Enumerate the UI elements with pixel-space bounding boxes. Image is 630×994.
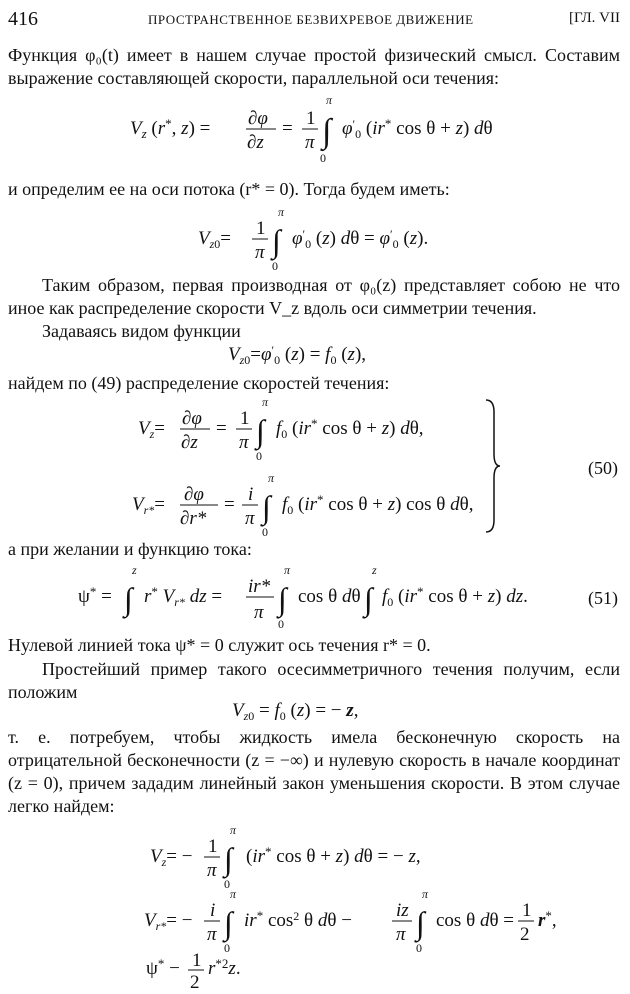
svg-text:=: = bbox=[216, 418, 227, 439]
svg-text:=: = bbox=[282, 118, 293, 139]
svg-text:∫: ∫ bbox=[124, 581, 133, 617]
page-number: 416 bbox=[8, 8, 38, 30]
paragraph-7: Нулевой линией тока ψ* = 0 служит ось течения r* = 0. bbox=[8, 635, 431, 655]
equation-3 bbox=[228, 338, 428, 370]
svg-text:∂φ: ∂φ bbox=[182, 408, 202, 429]
svg-text:(ir* cos θ + z) dθ = − z,: (ir* cos θ + z) dθ = − z, bbox=[246, 844, 421, 867]
paragraph-8: Простейший пример такого осесимметричного течения получим, если положим bbox=[8, 659, 620, 702]
svg-text:Vr*=: $V_{r*}=$ bbox=[132, 494, 165, 517]
svg-text:π: π bbox=[278, 205, 285, 219]
paragraph-3: Таким образом, первая производная от φ₀(z) представляет собою не что иное как распределение скорости V_z вдоль оси симметрии течения. bbox=[8, 275, 620, 318]
svg-text:∂z: ∂z bbox=[181, 432, 198, 453]
paragraph-4: Задаваясь видом функции bbox=[42, 321, 241, 341]
equation-7 bbox=[232, 694, 432, 726]
svg-text:π: π bbox=[230, 887, 237, 901]
svg-text:∫: ∫ bbox=[272, 223, 281, 259]
svg-text:π: π bbox=[207, 924, 217, 945]
svg-text:2: 2 bbox=[520, 924, 530, 945]
svg-text:0: 0 bbox=[320, 151, 326, 165]
page-header bbox=[8, 8, 620, 32]
svg-text:Vz0=φ′0 (z) = f0 (z),: $V_z0=\varphi'_0$ $(z) = f_0$ (z), bbox=[228, 343, 367, 367]
paragraph-9: т. е. потребуем, чтобы жидкость имела бесконечную скорость на отрицательной бесконечности (z = −∞) и нулевую скорость в начале координат (z = 0), причем зададим линейный закон уменьшения скорости. В этом случае легко найдем: bbox=[8, 727, 620, 816]
svg-text:ψ* −: ψ* − bbox=[146, 956, 180, 979]
svg-text:Vz=: $V_z=$ bbox=[138, 418, 165, 441]
svg-text:r*,: r*, bbox=[538, 908, 557, 931]
svg-text:Vz0=: $V_z0=$ bbox=[198, 228, 231, 251]
svg-text:Vz0 = f0 (z) = − z,: $V_z0 = f_0$ (z) = − z, bbox=[232, 700, 359, 723]
svg-text:π: π bbox=[284, 563, 291, 577]
svg-text:2: 2 bbox=[190, 972, 200, 992]
svg-text:ψ* =: ψ* = bbox=[78, 584, 112, 607]
svg-text:1: 1 bbox=[522, 900, 532, 921]
svg-text:π: π bbox=[262, 396, 269, 409]
svg-text:cos θ dθ: cos θ dθ bbox=[298, 586, 361, 607]
svg-text:π: π bbox=[254, 602, 264, 623]
svg-text:∫: ∫ bbox=[322, 113, 332, 150]
equation-9 bbox=[144, 886, 584, 956]
svg-text:f0 (ir* cos θ + z) cos θ dθ,: $f_0$ (ir* cos θ + z) cos θ dθ, bbox=[282, 492, 474, 517]
svg-text:1: 1 bbox=[208, 836, 218, 857]
svg-text:0: 0 bbox=[224, 941, 230, 955]
svg-text:π: π bbox=[239, 432, 249, 453]
chapter-label: [ГЛ. VII bbox=[568, 10, 620, 26]
equation-5 bbox=[132, 470, 492, 538]
svg-text:0: 0 bbox=[416, 941, 422, 955]
equation-number-51: (51) bbox=[588, 588, 618, 608]
svg-text:i: i bbox=[210, 900, 216, 921]
svg-text:∫: ∫ bbox=[278, 581, 287, 617]
svg-text:π: π bbox=[230, 824, 237, 837]
paragraph-6: а при желании и функцию тока: bbox=[8, 539, 252, 559]
svg-text:f0 (ir* cos θ + z) dz.: $f_0$ (ir* cos θ + z) dz. bbox=[382, 584, 528, 609]
svg-text:π: π bbox=[305, 132, 315, 153]
svg-text:=: = bbox=[224, 494, 235, 515]
svg-text:f0 (ir* cos θ + z) dθ,: $f_0$ (ir* cos θ + z) dθ, bbox=[276, 416, 424, 441]
paragraph-5: найдем по (49) распределение скоростей течения: bbox=[8, 373, 390, 393]
svg-text:π: π bbox=[245, 508, 255, 529]
svg-text:π: π bbox=[255, 242, 265, 263]
svg-text:0: 0 bbox=[224, 877, 230, 891]
svg-text:π: π bbox=[326, 93, 333, 107]
svg-text:i: i bbox=[248, 484, 254, 505]
paragraph-1: Функция φ₀(t) имеет в нашем случае простой физический смысл. Составим выражение составляющей скорости, параллельной оси течения: bbox=[8, 45, 620, 88]
svg-text:∫: ∫ bbox=[364, 581, 373, 617]
equation-4 bbox=[138, 396, 478, 462]
svg-text:1: 1 bbox=[192, 950, 202, 971]
equation-2 bbox=[198, 204, 478, 274]
svg-text:π: π bbox=[268, 471, 275, 485]
svg-text:0: 0 bbox=[256, 449, 262, 462]
svg-text:0: 0 bbox=[262, 525, 268, 538]
svg-text:∂z: ∂z bbox=[247, 132, 264, 153]
svg-text:∂φ: ∂φ bbox=[184, 484, 204, 505]
svg-text:∂r*: ∂r* bbox=[180, 508, 207, 529]
svg-text:z: z bbox=[372, 563, 377, 577]
svg-text:∫: ∫ bbox=[256, 413, 265, 449]
svg-text:Vz (r*, z) =: $V_z$ (r*, z) = bbox=[130, 116, 211, 141]
svg-text:φ′0 (ir* cos θ + z) dθ: $\varphi'_0$ (ir* cos θ + z) dθ bbox=[342, 116, 493, 141]
svg-text:r* Vr* dz =: r* $V_{r*}$ dz = bbox=[144, 584, 223, 609]
svg-text:1: 1 bbox=[240, 408, 250, 429]
svg-text:φ′0 (z) dθ = φ′0 (z).: $\varphi'_0$ (z) $d\theta = \varphi'_0$ (z). bbox=[292, 227, 429, 251]
svg-text:∫: ∫ bbox=[416, 905, 425, 941]
svg-text:cos θ dθ =: cos θ dθ = bbox=[436, 910, 515, 931]
equation-10 bbox=[146, 950, 306, 992]
svg-text:∂φ: ∂φ bbox=[248, 108, 268, 129]
system-brace bbox=[482, 398, 502, 534]
svg-text:ir* cos2 θ dθ −: ir* $\cos^2 \theta$ dθ − bbox=[244, 908, 352, 931]
equation-6 bbox=[78, 562, 548, 632]
running-title: ПРОСТРАНСТВЕННОЕ БЕЗВИХРЕВОЕ ДВИЖЕНИЕ bbox=[148, 12, 474, 27]
svg-text:π: π bbox=[422, 887, 429, 901]
svg-text:iz: iz bbox=[396, 900, 409, 921]
svg-text:z: z bbox=[132, 563, 137, 577]
svg-text:π: π bbox=[207, 860, 217, 881]
equation-1 bbox=[130, 92, 570, 166]
svg-text:∫: ∫ bbox=[224, 841, 233, 877]
equation-8 bbox=[150, 824, 480, 892]
svg-text:1: 1 bbox=[256, 218, 266, 239]
svg-text:∫: ∫ bbox=[262, 489, 271, 525]
paragraph-2: и определим ее на оси потока (r* = 0). Тогда будем иметь: bbox=[8, 179, 450, 199]
svg-text:∫: ∫ bbox=[224, 905, 233, 941]
svg-text:π: π bbox=[396, 924, 406, 945]
svg-text:0: 0 bbox=[272, 259, 278, 273]
equation-number-50: (50) bbox=[588, 458, 618, 478]
svg-text:ir*: ir* bbox=[248, 576, 271, 597]
svg-text:Vr*= −: $V_{r*}=$ − bbox=[144, 910, 193, 933]
svg-text:1: 1 bbox=[306, 108, 316, 129]
svg-text:Vz= −: $V_z=$ − bbox=[150, 846, 193, 869]
svg-text:0: 0 bbox=[278, 617, 284, 631]
svg-text:r*2z.: $r^{*2}z$. bbox=[208, 956, 241, 979]
